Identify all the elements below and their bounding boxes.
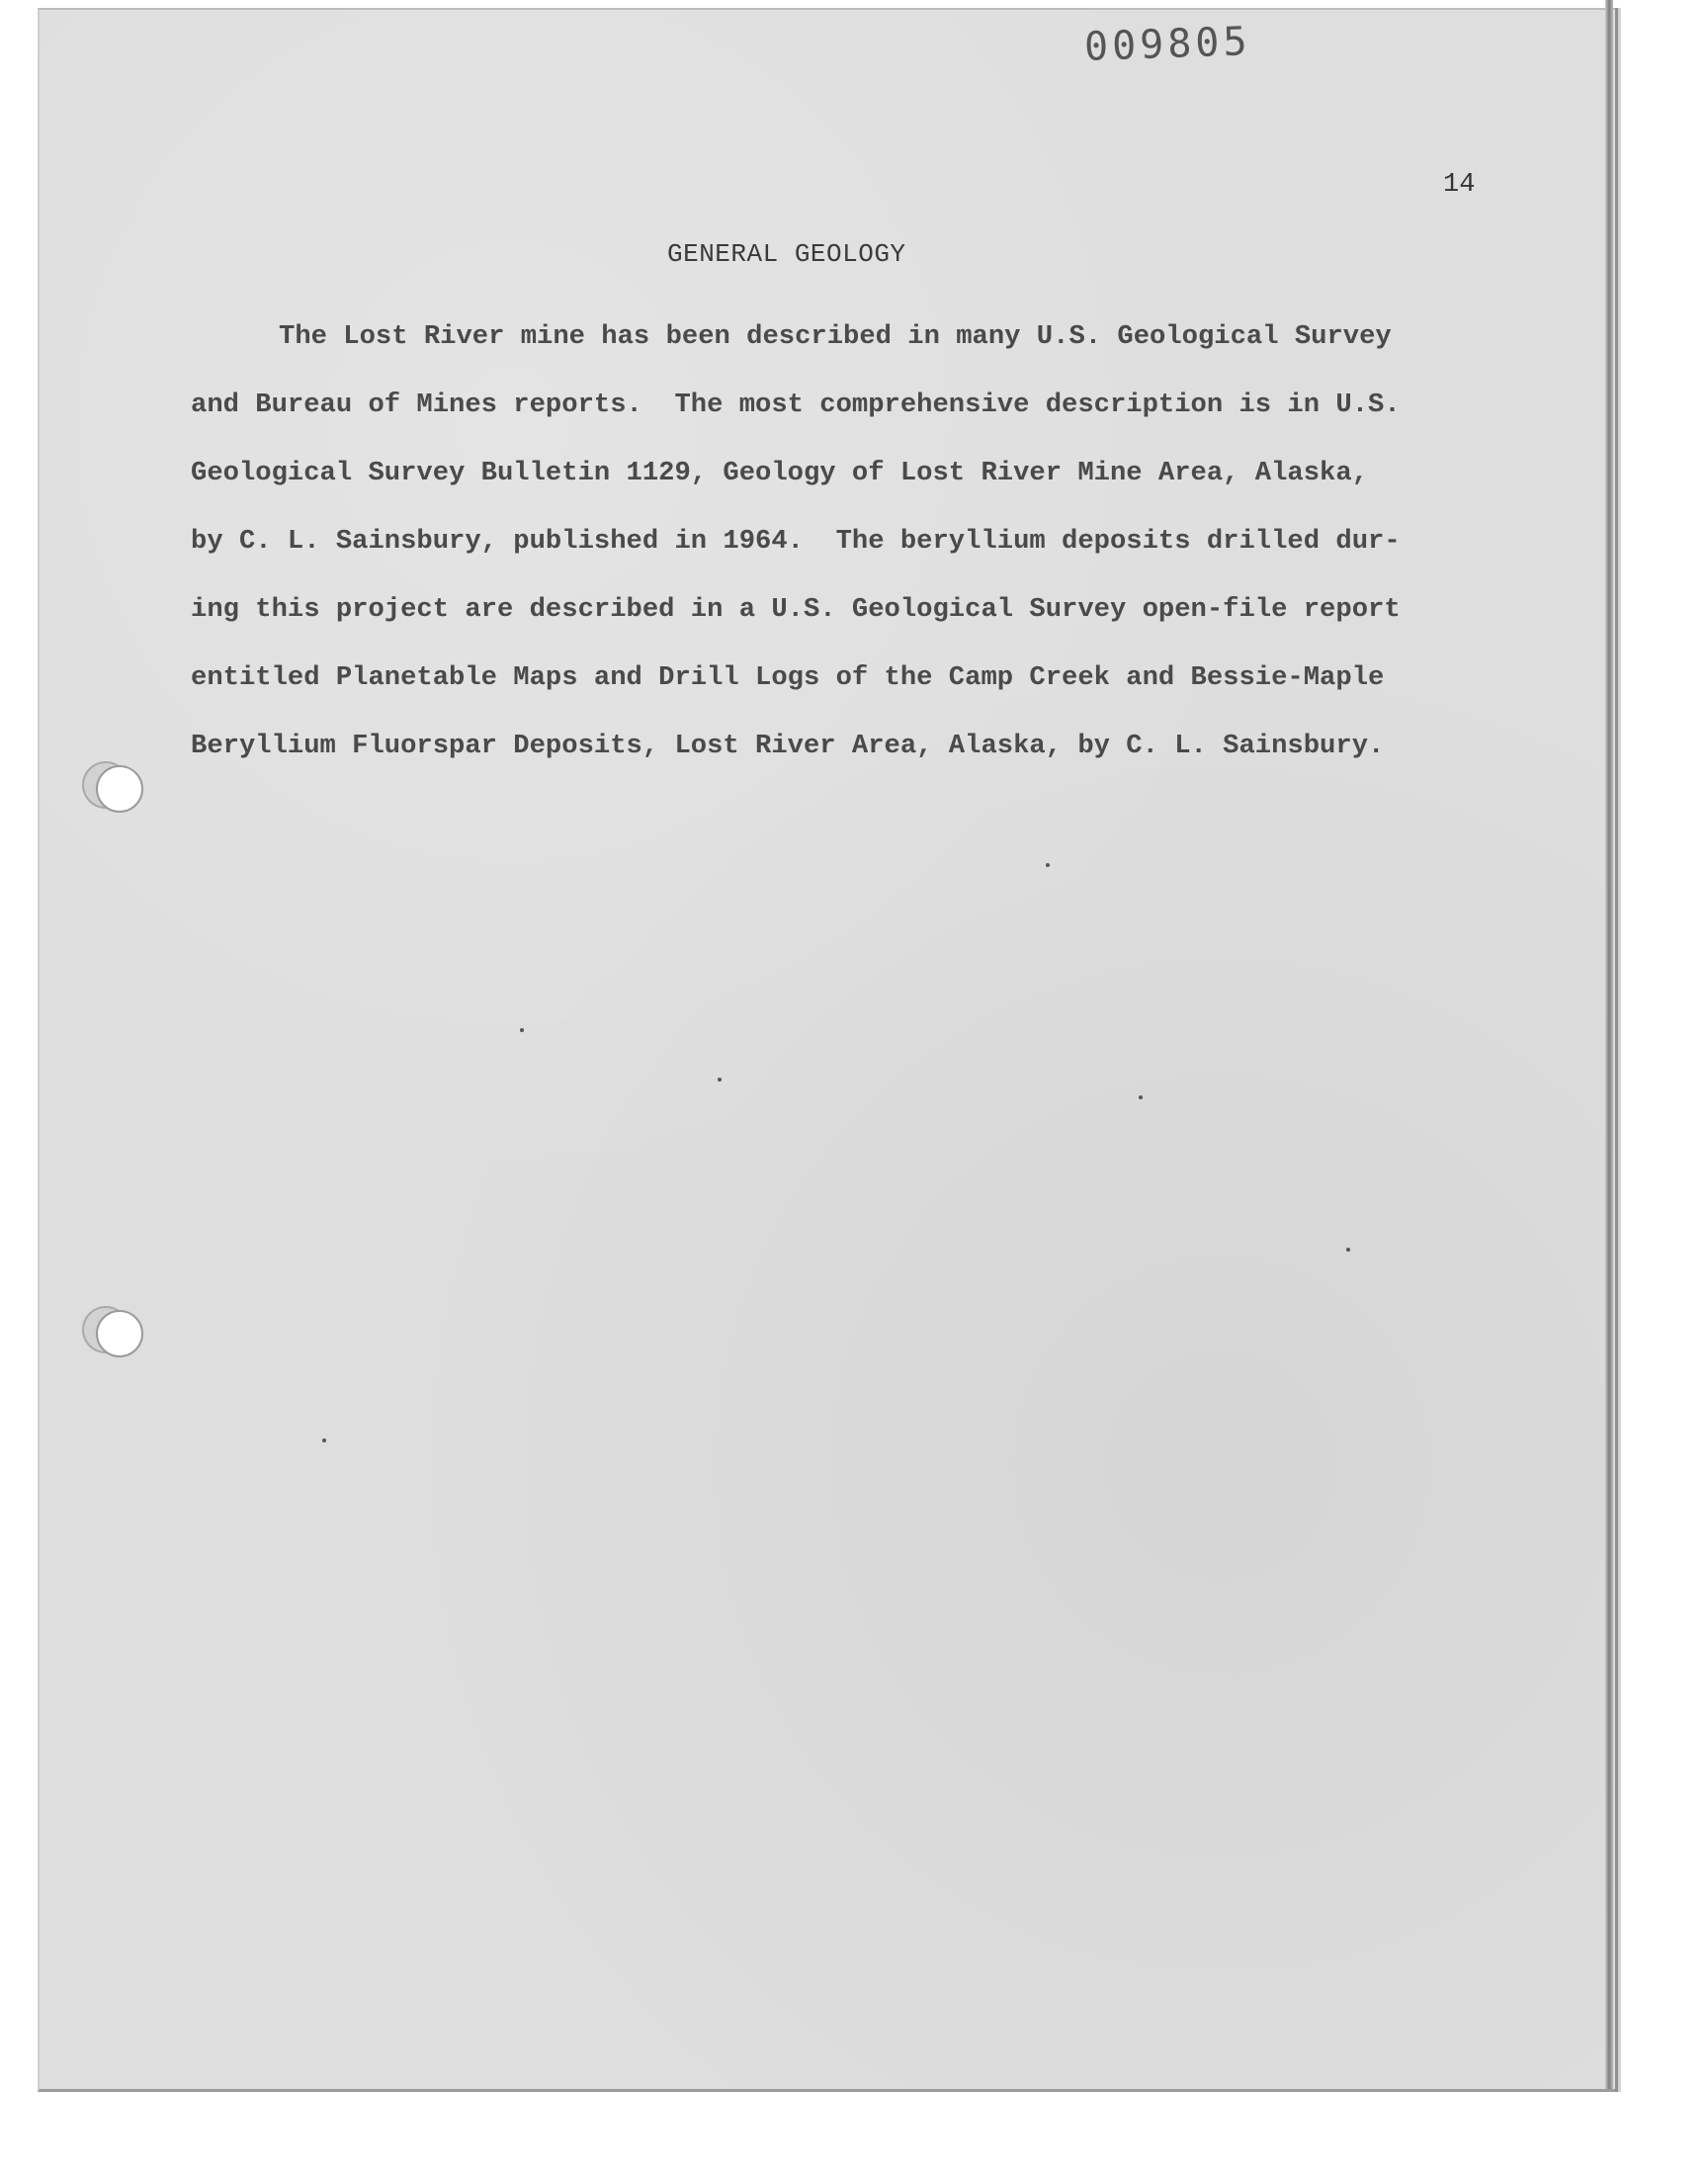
sheet-right-edge	[1605, 0, 1613, 2089]
paragraph-line: Beryllium Fluorspar Deposits, Lost River Area, Alaska, by C. L. Sainsbury.	[191, 731, 1385, 761]
paragraph-line: entitled Planetable Maps and Drill Logs of the Camp Creek and Bessie-Maple	[191, 662, 1385, 693]
scan-speck	[718, 1078, 722, 1082]
body-paragraph	[191, 303, 1515, 780]
scan-speck	[520, 1028, 524, 1032]
punch-hole-icon	[96, 765, 143, 813]
document-number-stamp: 009805	[1083, 19, 1252, 70]
paragraph-line: Geological Survey Bulletin 1129, Geology of Lost River Mine Area, Alaska,	[191, 458, 1369, 488]
paragraph-line: The Lost River mine has been described in many U.S. Geological Survey	[279, 321, 1392, 352]
page-number: 14	[1443, 170, 1476, 200]
section-heading: GENERAL GEOLOGY	[667, 239, 906, 269]
paragraph-line: by C. L. Sainsbury, published in 1964. The beryllium deposits drilled dur-	[191, 526, 1401, 557]
paragraph-line: and Bureau of Mines reports. The most comprehensive description is in U.S.	[191, 390, 1401, 420]
punch-hole-icon	[96, 1310, 143, 1357]
scan-speck	[1346, 1248, 1350, 1252]
scan-speck	[322, 1438, 326, 1442]
scan-speck	[1046, 863, 1050, 867]
scan-speck	[1139, 1095, 1143, 1099]
paragraph-line: ing this project are described in a U.S. Geological Survey open-file report	[191, 594, 1401, 625]
